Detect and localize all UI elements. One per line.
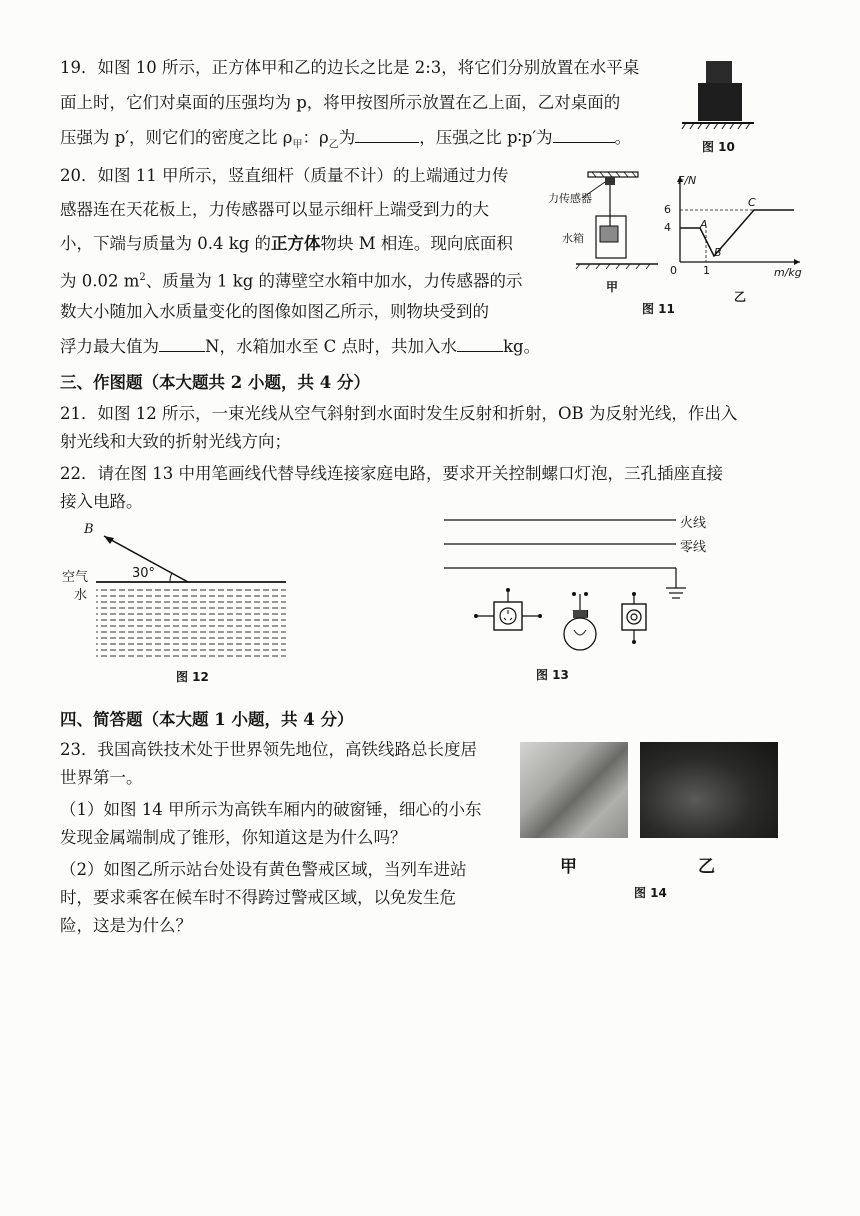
answer-blank-density-ratio[interactable] <box>355 128 419 143</box>
figure-12-water-label: 水 <box>74 588 88 603</box>
q23-part1-line-2: 发现金属端制成了锥形，你知道这是为什么吗？ <box>60 828 407 847</box>
section-4-title: 四、简答题（本大题 1 小题，共 4 分） <box>60 710 354 729</box>
q19-line-1: 19．如图 10 所示，正方体甲和乙的边长之比是 2:3，将它们分别放置在水平桌 <box>60 58 640 77</box>
figure-12-light-reflection <box>60 520 300 670</box>
q20-line-1: 20．如图 11 甲所示，竖直细杆（质量不计）的上端通过力传 <box>60 166 509 185</box>
figure-11-tank-label: 水箱 <box>562 232 584 245</box>
q19-line-2: 面上时，它们对桌面的压强均为 p，将甲按图所示放置在乙上面，乙对桌面的 <box>60 93 621 112</box>
figure-11-sensor-label: 力传感器 <box>548 192 592 205</box>
figure-11-jia-label: 甲 <box>606 280 619 294</box>
graph-tick-6: 6 <box>664 203 671 216</box>
q19-line-3: 压强为 p′，则它们的密度之比 $\rho_甲$：$\rho_乙$为 ，压强之比 p∶p′为 。 <box>60 128 632 151</box>
q20-line-3: 小，下端与质量为 0.4 kg 的正方体物块 M 相连。现向底面积 <box>60 234 513 253</box>
answer-blank-max-buoyancy[interactable] <box>159 337 205 352</box>
q23-line-2: 世界第一。 <box>60 768 143 787</box>
figure-10-caption: 图 10 <box>702 140 735 154</box>
figure-14-yi-photo-platform <box>640 742 778 838</box>
graph-tick-0: 0 <box>670 264 677 277</box>
q20-line-2: 感器连在天花板上，力传感器可以显示细杆上端受到力的大 <box>60 200 489 219</box>
figure-14-yi-label: 乙 <box>698 857 715 877</box>
figure-14-jia-photo-window-hammer <box>520 742 628 838</box>
graph-tick-4: 4 <box>664 221 671 234</box>
q23-line-1: 23．我国高铁技术处于世界领先地位，高铁线路总长度居 <box>60 740 477 759</box>
q22-line-2: 接入电路。 <box>60 492 143 511</box>
graph-point-b: B <box>714 246 722 259</box>
figure-12-angle-label: 30° <box>132 566 156 581</box>
q23-part1-line-1: （1）如图 14 甲所示为高铁车厢内的破窗锤，细心的小东 <box>60 800 482 819</box>
figure-14-caption: 图 14 <box>634 886 667 900</box>
figure-10-stacked-cubes <box>676 55 756 135</box>
q20-line-5: 数大小随加入水质量变化的图像如图乙所示，则物块受到的 <box>60 302 489 321</box>
q23-part2-line-3: 险，这是为什么？ <box>60 916 192 935</box>
figure-13-live-wire-label: 火线 <box>680 516 707 531</box>
figure-12-label-b: B <box>84 522 94 537</box>
q20-line-4: 为 0.02 $m^2$、质量为 1 kg 的薄壁空水箱中加水，力传感器的示 <box>60 271 523 291</box>
figure-12-air-label: 空气 <box>62 570 89 585</box>
graph-point-c: C <box>748 196 756 209</box>
figure-11-caption: 图 11 <box>642 302 675 316</box>
q23-part2-line-2: 时，要求乘客在候车时不得跨过警戒区域，以免发生危 <box>60 888 456 907</box>
q21-line-2: 射光线和大致的折射光线方向； <box>60 432 291 451</box>
q22-line-1: 22．请在图 13 中用笔画线代替导线连接家庭电路，要求开关控制螺口灯泡，三孔插座直接 <box>60 464 723 483</box>
figure-11-jia-apparatus <box>568 168 668 278</box>
figure-11-yi-label: 乙 <box>734 290 747 304</box>
answer-blank-pressure-ratio[interactable] <box>553 128 615 143</box>
figure-13-household-circuit <box>440 510 700 670</box>
graph-x-axis-label: m/kg <box>774 266 802 279</box>
q20-line-6: 浮力最大值为 N，水箱加水至 C 点时，共加入水 kg。 <box>60 337 541 356</box>
figure-12-caption: 图 12 <box>176 670 209 684</box>
graph-point-a: A <box>700 218 708 231</box>
answer-blank-water-mass[interactable] <box>457 337 503 352</box>
graph-y-axis-label: F/N <box>678 174 697 187</box>
section-3-title: 三、作图题（本大题共 2 小题，共 4 分） <box>60 373 370 392</box>
figure-13-caption: 图 13 <box>536 668 569 682</box>
q23-part2-line-1: （2）如图乙所示站台处设有黄色警戒区域，当列车进站 <box>60 860 467 879</box>
q21-line-1: 21．如图 12 所示，一束光线从空气斜射到水面时发生反射和折射，OB 为反射光线，作出入 <box>60 404 738 423</box>
graph-tick-1: 1 <box>703 264 710 277</box>
figure-13-neutral-wire-label: 零线 <box>680 540 707 555</box>
figure-14-jia-label: 甲 <box>560 857 577 877</box>
